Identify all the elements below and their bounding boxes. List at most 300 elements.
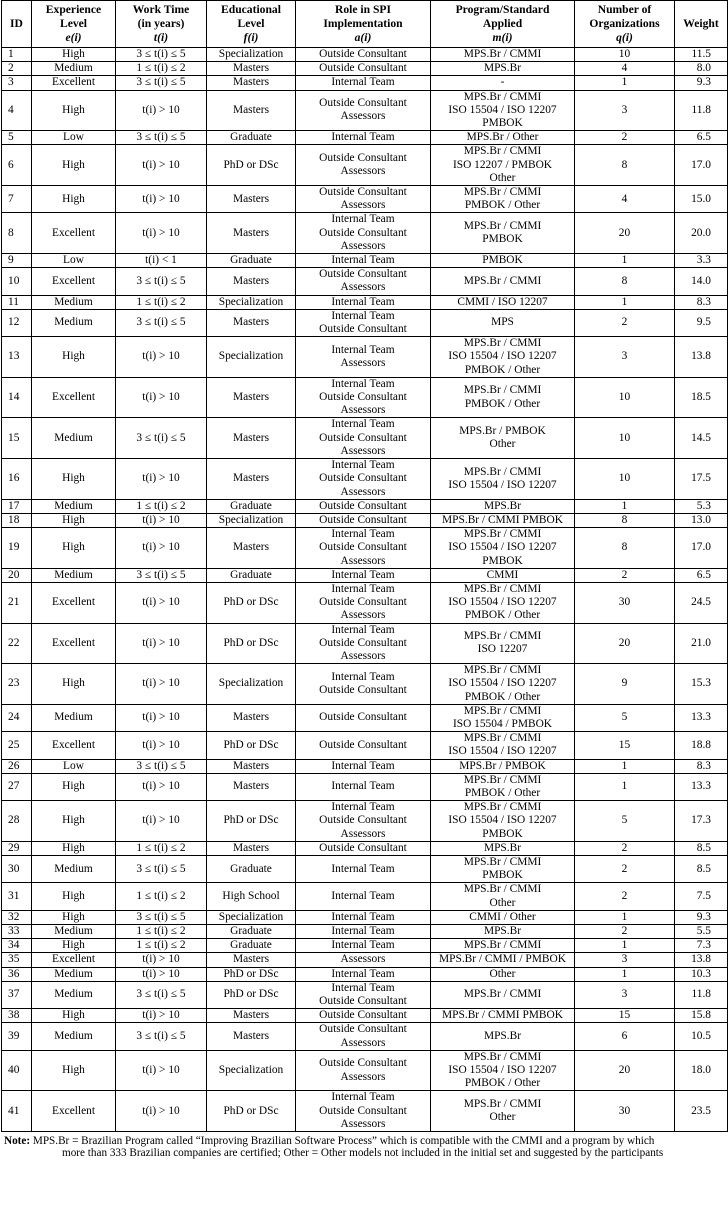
- cell-experience: High: [32, 145, 116, 186]
- cell-program-line: MPS.Br / CMMI: [463, 186, 542, 199]
- cell-role: [296, 623, 431, 664]
- cell-program: [431, 1009, 575, 1023]
- header-symbol: t(i): [153, 31, 169, 44]
- cell-experience: High: [32, 773, 116, 800]
- cell-program: [431, 337, 575, 378]
- cell-work-time: t(i) > 10: [116, 732, 207, 759]
- cell-role-line: Outside Consultant: [319, 738, 407, 751]
- cell-work-time: 3 ≤ t(i) ≤ 5: [116, 76, 207, 90]
- cell-organizations: 8: [575, 513, 675, 527]
- cell-role-line: Internal Team: [331, 939, 395, 952]
- cell-weight: 13.8: [675, 953, 728, 967]
- cell-program: [431, 568, 575, 582]
- cell-role: [296, 883, 431, 910]
- cell-experience: Excellent: [32, 582, 116, 623]
- cell-id: 37: [2, 981, 32, 1008]
- cell-weight: 8.0: [675, 62, 728, 76]
- cell-program: [431, 801, 575, 842]
- cell-role-line: Internal Team: [331, 213, 395, 226]
- header-text: Experience: [45, 3, 102, 16]
- table-row: [2, 582, 728, 623]
- cell-role-line: Internal Team: [331, 76, 395, 89]
- cell-experience: High: [32, 883, 116, 910]
- cell-role-line: Outside Consultant: [319, 814, 407, 827]
- cell-organizations: 4: [575, 62, 675, 76]
- cell-program-line: MPS.Br / CMMI: [463, 528, 542, 541]
- cell-organizations: 9: [575, 664, 675, 705]
- cell-program-line: MPS.Br / CMMI: [463, 274, 542, 287]
- cell-education: Masters: [207, 459, 296, 500]
- cell-program-line: ISO 15504 / ISO 12207: [448, 745, 557, 758]
- cell-weight: 15.8: [675, 1009, 728, 1023]
- cell-work-time: 3 ≤ t(i) ≤ 5: [116, 855, 207, 882]
- cell-weight: 10.5: [675, 1023, 728, 1050]
- cell-work-time: 1 ≤ t(i) ≤ 2: [116, 841, 207, 855]
- cell-program-line: MPS.Br / CMMI: [463, 732, 542, 745]
- table-row: [2, 925, 728, 939]
- cell-program: [431, 967, 575, 981]
- cell-weight: 18.8: [675, 732, 728, 759]
- cell-role-line: Internal Team: [331, 862, 395, 875]
- cell-experience: Low: [32, 131, 116, 145]
- cell-role-line: Outside Consultant: [319, 541, 407, 554]
- cell-organizations: 10: [575, 377, 675, 418]
- cell-role-line: Outside Consultant: [319, 995, 407, 1008]
- cell-program-line: PMBOK / Other: [464, 199, 541, 212]
- table-row: [2, 981, 728, 1008]
- cell-program-line: MPS.Br / PMBOK: [459, 425, 546, 438]
- cell-program-line: PMBOK: [482, 869, 523, 882]
- cell-role: [296, 337, 431, 378]
- cell-organizations: 15: [575, 1009, 675, 1023]
- cell-organizations: 20: [575, 1050, 675, 1091]
- cell-organizations: 1: [575, 254, 675, 268]
- cell-work-time: t(i) > 10: [116, 773, 207, 800]
- cell-role-line: Assessors: [340, 649, 386, 662]
- cell-weight: 9.3: [675, 76, 728, 90]
- cell-id: 3: [2, 76, 32, 90]
- cell-role: [296, 1050, 431, 1091]
- cell-work-time: t(i) > 10: [116, 967, 207, 981]
- cell-role: [296, 801, 431, 842]
- cell-weight: 9.3: [675, 910, 728, 924]
- cell-program-line: ISO 15504 / ISO 12207: [448, 1064, 557, 1077]
- cell-weight: 18.0: [675, 1050, 728, 1091]
- cell-id: 10: [2, 268, 32, 295]
- table-row: [2, 855, 728, 882]
- cell-organizations: 5: [575, 704, 675, 731]
- cell-role-line: Internal Team: [331, 981, 395, 994]
- table-row: [2, 213, 728, 254]
- cell-program-line: PMBOK / Other: [464, 1077, 541, 1090]
- cell-work-time: 3 ≤ t(i) ≤ 5: [116, 1023, 207, 1050]
- cell-role-line: Outside Consultant: [319, 841, 407, 854]
- cell-role: [296, 1023, 431, 1050]
- header-text: Program/Standard: [455, 3, 550, 16]
- cell-id: 34: [2, 939, 32, 953]
- cell-experience: High: [32, 459, 116, 500]
- cell-education: PhD or DSc: [207, 145, 296, 186]
- cell-program: [431, 925, 575, 939]
- cell-education: Graduate: [207, 855, 296, 882]
- cell-program-line: ISO 15504 / ISO 12207: [448, 103, 557, 116]
- cell-program-line: MPS.Br / Other: [466, 131, 539, 144]
- header-program-standard: [431, 1, 575, 48]
- cell-id: 22: [2, 623, 32, 664]
- cell-role: [296, 499, 431, 513]
- header-symbol: f(i): [243, 31, 259, 44]
- cell-role-line: Assessors: [340, 609, 386, 622]
- cell-role-line: Internal Team: [331, 801, 395, 814]
- cell-role: [296, 268, 431, 295]
- cell-program: [431, 910, 575, 924]
- cell-program: [431, 1091, 575, 1132]
- cell-weight: 21.0: [675, 623, 728, 664]
- cell-program-line: MPS.Br / CMMI: [463, 90, 542, 103]
- cell-role: [296, 254, 431, 268]
- cell-id: 1: [2, 48, 32, 62]
- cell-education: Graduate: [207, 925, 296, 939]
- cell-experience: High: [32, 337, 116, 378]
- cell-work-time: t(i) > 10: [116, 145, 207, 186]
- cell-id: 29: [2, 841, 32, 855]
- cell-program-line: MPS.Br / CMMI: [463, 773, 542, 786]
- cell-program-line: MPS.Br: [483, 1030, 522, 1043]
- cell-weight: 24.5: [675, 582, 728, 623]
- cell-role-line: Internal Team: [331, 670, 395, 683]
- cell-education: Graduate: [207, 939, 296, 953]
- cell-program-line: PMBOK / Other: [464, 786, 541, 799]
- cell-role-line: Internal Team: [331, 582, 395, 595]
- cell-role-line: Assessors: [340, 165, 386, 178]
- cell-program: [431, 1023, 575, 1050]
- cell-experience: Excellent: [32, 377, 116, 418]
- cell-role: [296, 664, 431, 705]
- cell-program-line: ISO 15504 / ISO 12207: [448, 596, 557, 609]
- cell-program-line: MPS.Br: [483, 841, 522, 854]
- cell-work-time: t(i) > 10: [116, 1091, 207, 1132]
- cell-education: Graduate: [207, 254, 296, 268]
- cell-weight: 6.5: [675, 568, 728, 582]
- cell-program-line: MPS.Br / CMMI: [463, 664, 542, 677]
- cell-experience: Medium: [32, 925, 116, 939]
- cell-experience: Medium: [32, 418, 116, 459]
- cell-organizations: 3: [575, 90, 675, 131]
- cell-program-line: MPS.Br / CMMI: [463, 630, 542, 643]
- cell-education: Specialization: [207, 1050, 296, 1091]
- cell-role: [296, 939, 431, 953]
- cell-weight: 11.8: [675, 90, 728, 131]
- header-symbol: q(i): [616, 31, 633, 44]
- cell-id: 23: [2, 664, 32, 705]
- table-row: [2, 528, 728, 569]
- cell-program-line: MPS.Br / CMMI: [463, 465, 542, 478]
- cell-role-line: Outside Consultant: [319, 268, 407, 281]
- cell-role-line: Internal Team: [331, 418, 395, 431]
- cell-id: 30: [2, 855, 32, 882]
- cell-program: [431, 855, 575, 882]
- table-row: [2, 268, 728, 295]
- cell-program: [431, 459, 575, 500]
- cell-organizations: 30: [575, 582, 675, 623]
- cell-weight: 5.3: [675, 499, 728, 513]
- cell-role-line: Assessors: [340, 281, 386, 294]
- cell-organizations: 6: [575, 1023, 675, 1050]
- cell-role: [296, 967, 431, 981]
- table-row: [2, 377, 728, 418]
- table-row: [2, 883, 728, 910]
- cell-experience: High: [32, 90, 116, 131]
- cell-weight: 8.5: [675, 841, 728, 855]
- cell-program: [431, 254, 575, 268]
- cell-education: Specialization: [207, 337, 296, 378]
- cell-role: [296, 1009, 431, 1023]
- cell-id: 6: [2, 145, 32, 186]
- cell-experience: High: [32, 939, 116, 953]
- cell-weight: 15.0: [675, 186, 728, 213]
- cell-experience: High: [32, 186, 116, 213]
- cell-education: Specialization: [207, 513, 296, 527]
- cell-weight: 18.5: [675, 377, 728, 418]
- cell-organizations: 1: [575, 295, 675, 309]
- cell-id: 35: [2, 953, 32, 967]
- cell-organizations: 2: [575, 131, 675, 145]
- table-row: [2, 967, 728, 981]
- cell-work-time: t(i) > 10: [116, 513, 207, 527]
- cell-id: 14: [2, 377, 32, 418]
- table-row: [2, 62, 728, 76]
- header-text: Implementation: [323, 17, 403, 30]
- cell-id: 15: [2, 418, 32, 459]
- cell-role-line: Outside Consultant: [319, 596, 407, 609]
- cell-id: 18: [2, 513, 32, 527]
- cell-organizations: 8: [575, 268, 675, 295]
- table-row: [2, 773, 728, 800]
- cell-work-time: t(i) > 10: [116, 377, 207, 418]
- cell-role: [296, 186, 431, 213]
- cell-id: 36: [2, 967, 32, 981]
- cell-education: Masters: [207, 953, 296, 967]
- cell-role: [296, 704, 431, 731]
- cell-program-line: Other: [489, 438, 516, 451]
- table-body: [2, 48, 728, 1132]
- header-text: Level: [237, 17, 265, 30]
- cell-program: [431, 759, 575, 773]
- cell-experience: Medium: [32, 568, 116, 582]
- cell-program: [431, 309, 575, 336]
- cell-id: 12: [2, 309, 32, 336]
- cell-education: Masters: [207, 528, 296, 569]
- cell-id: 25: [2, 732, 32, 759]
- cell-program: [431, 62, 575, 76]
- cell-role-line: Internal Team: [331, 568, 395, 581]
- cell-role-line: Internal Team: [331, 925, 395, 937]
- participants-table: [1, 0, 728, 1132]
- cell-work-time: t(i) > 10: [116, 664, 207, 705]
- cell-role-line: Internal Team: [331, 967, 395, 980]
- cell-experience: High: [32, 664, 116, 705]
- header-text: Role in SPI: [334, 3, 392, 16]
- table-note: [0, 1132, 728, 1165]
- table-row: [2, 1009, 728, 1023]
- cell-program-line: MPS.Br / CMMI: [463, 1050, 542, 1063]
- cell-role: [296, 981, 431, 1008]
- header-text: ID: [10, 17, 23, 30]
- cell-role-line: Assessors: [340, 1117, 386, 1130]
- cell-experience: Excellent: [32, 623, 116, 664]
- cell-organizations: 2: [575, 925, 675, 939]
- cell-organizations: 15: [575, 732, 675, 759]
- cell-experience: Medium: [32, 855, 116, 882]
- table-row: [2, 337, 728, 378]
- table-row: [2, 145, 728, 186]
- cell-role: [296, 953, 431, 967]
- cell-program-line: PMBOK: [482, 827, 523, 840]
- cell-work-time: 3 ≤ t(i) ≤ 5: [116, 268, 207, 295]
- cell-program: [431, 1050, 575, 1091]
- cell-education: Masters: [207, 268, 296, 295]
- cell-role: [296, 62, 431, 76]
- cell-experience: Medium: [32, 499, 116, 513]
- cell-work-time: 3 ≤ t(i) ≤ 5: [116, 131, 207, 145]
- cell-role: [296, 213, 431, 254]
- header-symbol: a(i): [354, 31, 372, 44]
- cell-weight: 3.3: [675, 254, 728, 268]
- cell-role-line: Outside Consultant: [319, 152, 407, 165]
- cell-education: PhD or DSc: [207, 732, 296, 759]
- cell-role: [296, 459, 431, 500]
- cell-work-time: 3 ≤ t(i) ≤ 5: [116, 910, 207, 924]
- header-text: Level: [59, 17, 88, 30]
- table-row: [2, 841, 728, 855]
- cell-role: [296, 309, 431, 336]
- table-row: [2, 732, 728, 759]
- cell-work-time: 1 ≤ t(i) ≤ 2: [116, 939, 207, 953]
- cell-experience: Excellent: [32, 732, 116, 759]
- cell-id: 38: [2, 1009, 32, 1023]
- cell-role-line: Outside Consultant: [319, 1104, 407, 1117]
- cell-program-line: ISO 15504 / ISO 12207: [448, 541, 557, 554]
- cell-work-time: 3 ≤ t(i) ≤ 5: [116, 981, 207, 1008]
- cell-education: PhD or DSc: [207, 967, 296, 981]
- cell-education: Masters: [207, 76, 296, 90]
- cell-weight: 6.5: [675, 131, 728, 145]
- cell-program-line: MPS.Br / CMMI: [463, 337, 542, 350]
- table-row: [2, 953, 728, 967]
- cell-experience: Medium: [32, 295, 116, 309]
- cell-education: Masters: [207, 773, 296, 800]
- cell-experience: High: [32, 528, 116, 569]
- cell-education: PhD or DSc: [207, 1091, 296, 1132]
- cell-experience: Medium: [32, 981, 116, 1008]
- cell-program-line: CMMI: [486, 568, 519, 581]
- cell-program: [431, 295, 575, 309]
- cell-role-line: Outside Consultant: [319, 472, 407, 485]
- cell-organizations: 4: [575, 186, 675, 213]
- cell-organizations: 1: [575, 939, 675, 953]
- cell-program-line: MPS.Br / CMMI: [463, 883, 542, 896]
- cell-role-line: Outside Consultant: [319, 711, 407, 724]
- cell-program-line: Other: [489, 896, 516, 909]
- cell-role: [296, 568, 431, 582]
- cell-work-time: t(i) > 10: [116, 704, 207, 731]
- cell-weight: 23.5: [675, 1091, 728, 1132]
- cell-program: [431, 213, 575, 254]
- cell-program: [431, 528, 575, 569]
- cell-program: [431, 582, 575, 623]
- cell-work-time: t(i) > 10: [116, 528, 207, 569]
- cell-program: [431, 981, 575, 1008]
- cell-weight: 14.0: [675, 268, 728, 295]
- cell-role-line: Outside Consultant: [319, 1009, 407, 1022]
- cell-work-time: t(i) > 10: [116, 213, 207, 254]
- cell-weight: 20.0: [675, 213, 728, 254]
- cell-program: [431, 186, 575, 213]
- cell-weight: 7.3: [675, 939, 728, 953]
- cell-program-line: MPS.Br / CMMI: [463, 801, 542, 814]
- cell-education: Masters: [207, 841, 296, 855]
- table-row: [2, 704, 728, 731]
- cell-role: [296, 528, 431, 569]
- cell-role-line: Assessors: [340, 953, 386, 966]
- cell-education: Specialization: [207, 664, 296, 705]
- cell-role: [296, 513, 431, 527]
- table-row: [2, 1023, 728, 1050]
- table-row: [2, 418, 728, 459]
- cell-role: [296, 773, 431, 800]
- cell-program-line: PMBOK: [482, 233, 523, 246]
- cell-program-line: MPS.Br / CMMI / PMBOK: [439, 953, 566, 966]
- cell-program: [431, 623, 575, 664]
- cell-experience: Excellent: [32, 76, 116, 90]
- cell-role-line: Outside Consultant: [319, 513, 407, 526]
- cell-organizations: 2: [575, 883, 675, 910]
- cell-work-time: 3 ≤ t(i) ≤ 5: [116, 568, 207, 582]
- header-text: Applied: [482, 17, 523, 30]
- cell-program-line: ISO 15504 / ISO 12207: [448, 814, 557, 827]
- cell-weight: 8.3: [675, 759, 728, 773]
- table-row: [2, 90, 728, 131]
- cell-organizations: 1: [575, 773, 675, 800]
- cell-work-time: t(i) > 10: [116, 186, 207, 213]
- cell-program: [431, 268, 575, 295]
- cell-role-line: Assessors: [340, 1070, 386, 1083]
- cell-role-line: Outside Consultant: [319, 683, 407, 696]
- cell-education: PhD or DSc: [207, 582, 296, 623]
- cell-experience: Medium: [32, 1023, 116, 1050]
- cell-program-line: MPS: [491, 316, 514, 329]
- cell-program-line: Other: [489, 1111, 516, 1124]
- cell-id: 28: [2, 801, 32, 842]
- cell-program-line: MPS.Br / CMMI: [463, 48, 542, 60]
- cell-weight: 15.3: [675, 664, 728, 705]
- cell-role-line: Outside Consultant: [319, 62, 407, 75]
- cell-id: 16: [2, 459, 32, 500]
- cell-organizations: 5: [575, 801, 675, 842]
- cell-education: High School: [207, 883, 296, 910]
- cell-program-line: CMMI / ISO 12207: [457, 295, 548, 308]
- cell-role-line: Assessors: [340, 239, 386, 252]
- cell-weight: 9.5: [675, 309, 728, 336]
- cell-work-time: 3 ≤ t(i) ≤ 5: [116, 418, 207, 459]
- cell-weight: 17.0: [675, 145, 728, 186]
- cell-role: [296, 925, 431, 939]
- cell-organizations: 3: [575, 337, 675, 378]
- table-row: [2, 309, 728, 336]
- cell-id: 24: [2, 704, 32, 731]
- cell-program-line: PMBOK: [482, 554, 523, 567]
- note-label: Note:: [4, 1135, 31, 1148]
